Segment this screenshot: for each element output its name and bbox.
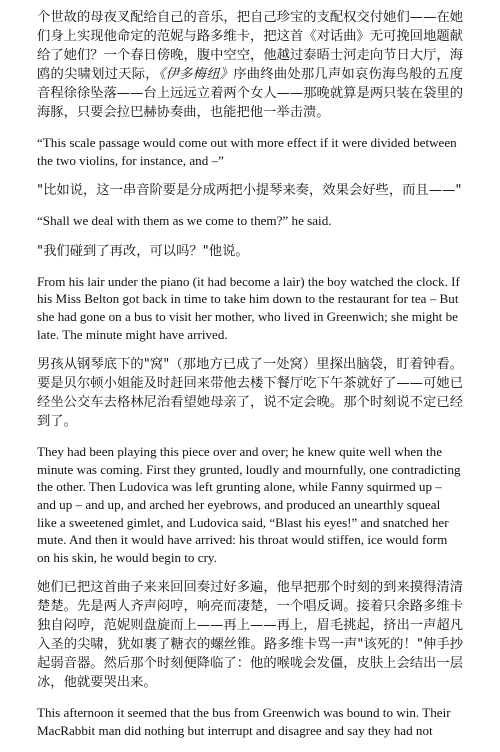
chinese-paragraph-1: [37, 8, 463, 122]
chinese-paragraph-scale-passage: "比如说，这一串音阶要是分成两把小提琴来奏，效果会好些，而且——": [37, 183, 462, 199]
document-page: [37, 8, 463, 752]
chinese-paragraph-playing-piece: 她们已把这首曲子来来回回奏过好多遍，他早把那个时刻的到来摸得清清楚楚。先是两人齐声闷哼，响亮而凄楚，一个唱反调。接着只余路多维卡独自闷哼，范妮则盘旋而上——再上——再上，眉毛挑起，挤出一声超凡入圣的尖啸，犹如裹了糖衣的螺丝锥。路多维卡骂一声"该死的！"伸手抄起弱音器。然后那个时刻便降临了：他的喉咙会发僵，皮肤上会结出一层冰，他就要哭出来。: [37, 580, 463, 691]
chinese-paragraph-deal-with-them: "我们碰到了再改，可以吗？"他说。: [37, 243, 249, 259]
chinese-paragraph-lair: 男孩从钢琴底下的"窝"（那地方已成了一处窝）里探出脑袋，盯着钟看。要是贝尔顿小姐能及时赶回来带他去楼下餐厅吃下午茶就好了——可她已经坐公交车去格林尼治看望她母亲了，说不定会晚。那个时刻说不定已经到了。: [37, 357, 463, 430]
english-paragraph-deal-with-them: “Shall we deal with them as we come to them?” he said.: [37, 213, 332, 229]
idomeneo-title: 《伊多梅纽》: [158, 67, 234, 82]
english-paragraph-scale-passage: “This scale passage would come out with more effect if it were divided between the two violins, for instance, and –”: [37, 135, 457, 168]
english-paragraph-playing-piece: They had been playing this piece over and over; he knew quite well when the minute was coming. First they grunted, loudly and mournfully, one contradicting the other. Then Ludovica was left grunting alone, while Fanny squirmed up – and up – and up, and arched her eyebrows, and produced an unearthly squeal like a sweetened gimlet, and Ludovica said, “Blast his eyes!” and snatched her mute. And then it would have arrived: his throat would stiffen, ice would form on his skin, he would begin to cry.: [37, 444, 461, 565]
paragraph-1-text-b: 序曲终曲处那几声如哀伤海鸟般的五度音程徐徐坠落——台上远远立着两个女人——那晚就算是两只装在袋里的海豚，只要会拉巴赫协奏曲，也能把他一举击溃。: [37, 67, 463, 120]
english-paragraph-lair: From his lair under the piano (it had become a lair) the boy watched the clock. If his Miss Belton got back in time to take him down to the restaurant for tea – But she had gone on a bus to visit her mother, who lived in Greenwich; she might be late. The minute might have arrived.: [37, 273, 460, 342]
english-paragraph-bus-from-greenwich: This afternoon it seemed that the bus from Greenwich was bound to win. Their MacRabbit man did nothing but interrupt and disagree and say they had not: [37, 705, 451, 738]
paragraph-1-text-a: 个世故的母夜叉配给自己的音乐，把自己珍宝的支配权交付她们——在她们身上实现他命定的范妮与路多维卡，把这首《对话曲》无可挽回地题献给了她们？一个春日傍晚，腹中空空，他越过泰晤士河走向节日大厅，海鸥的尖啸划过天际，: [37, 10, 463, 82]
